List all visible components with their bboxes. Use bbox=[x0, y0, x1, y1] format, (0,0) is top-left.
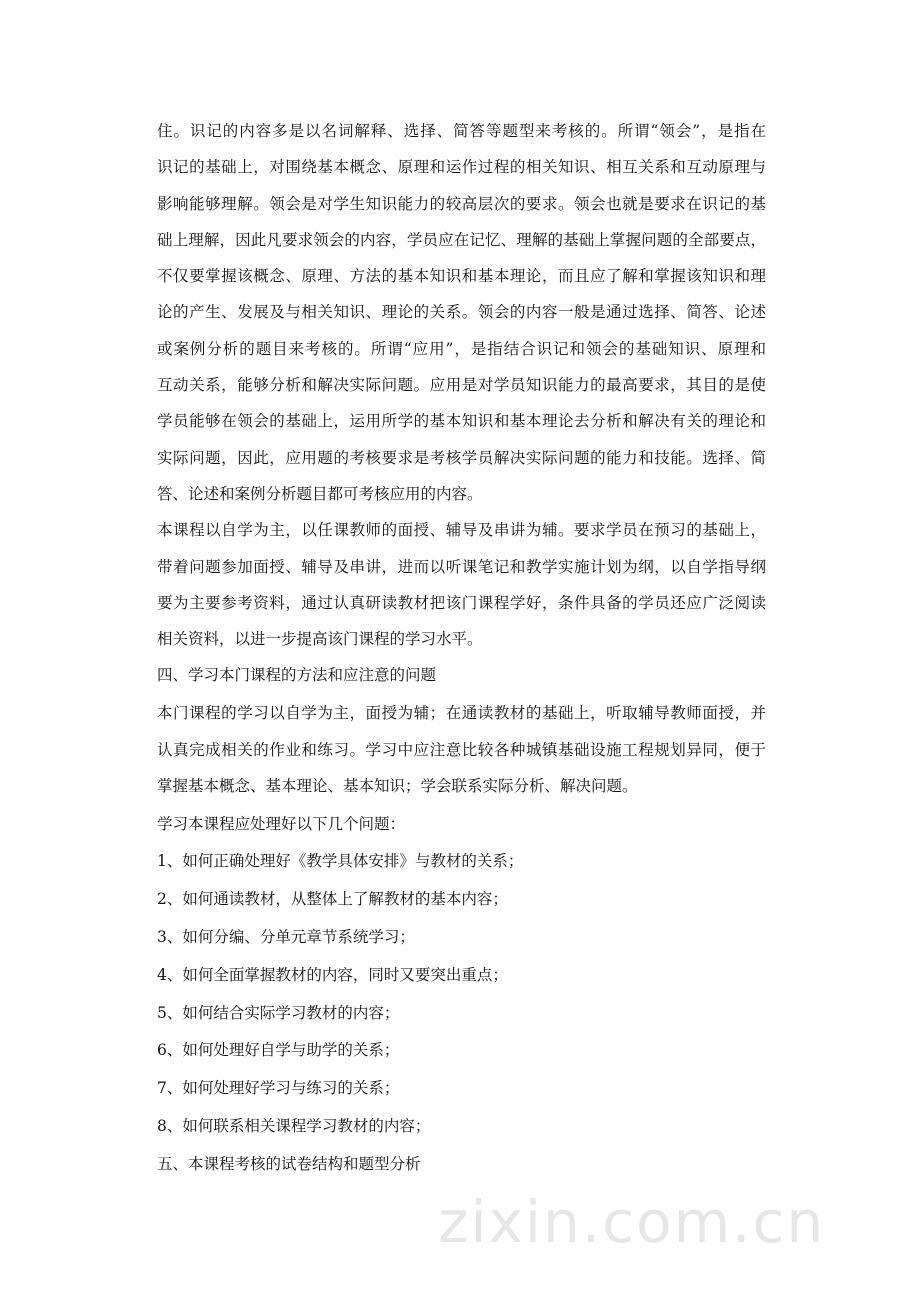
text-line: 住。识记的内容多是以名词解释、选择、简答等题型来考核的。所谓“领会”，是指在 bbox=[157, 122, 766, 140]
paragraph bbox=[157, 701, 766, 810]
text-line: 四、学习本门课程的方法和应注意的问题 bbox=[157, 666, 437, 685]
paragraph bbox=[157, 963, 766, 999]
paragraph bbox=[157, 925, 766, 961]
text-line: 五、本课程考核的试卷结构和题型分析 bbox=[157, 1154, 421, 1173]
text-line: 相关资料，以进一步提高该门课程的学习水平。 bbox=[157, 630, 483, 649]
paragraph bbox=[157, 812, 766, 848]
document-body bbox=[157, 119, 766, 1190]
paragraph bbox=[157, 663, 766, 699]
paragraph bbox=[157, 887, 766, 923]
text-line: 不仅要掌握该概念、原理、方法的基本知识和基本理论，而且应了解和掌握该知识和理 bbox=[157, 267, 766, 286]
text-line: 学习本课程应处理好以下几个问题： bbox=[157, 814, 406, 833]
paragraph bbox=[157, 518, 766, 663]
paragraph bbox=[157, 849, 766, 885]
text-line: 要为主要参考资料，通过认真研读教材把该门课程学好，条件具备的学员还应广泛阅读 bbox=[157, 593, 766, 612]
text-line: 8、如何联系相关课程学习教材的内容； bbox=[157, 1117, 431, 1136]
text-line: 识记的基础上，对围绕基本概念、原理和运作过程的相关知识、相互关系和互动原理与 bbox=[157, 158, 766, 177]
text-line: 互动关系，能够分析和解决实际问题。应用是对学员知识能力的最高要求，其目的是使 bbox=[157, 376, 766, 395]
text-line: 影响能够理解。领会是对学生知识能力的较高层次的要求。领会也就是要求在识记的基 bbox=[157, 194, 766, 213]
text-line: 4、如何全面掌握教材的内容，同时又要突出重点； bbox=[157, 965, 508, 984]
paragraph bbox=[157, 1001, 766, 1037]
text-line: 论的产生、发展及与相关知识、理论的关系。领会的内容一般是通过选择、简答、论述 bbox=[157, 303, 766, 322]
text-line: 答、论述和案例分析题目都可考核应用的内容。 bbox=[157, 484, 483, 503]
text-line: 掌握基本概念、基本理论、基本知识；学会联系实际分析、解决问题。 bbox=[157, 776, 638, 795]
watermark: zixin.com.cn bbox=[438, 1188, 826, 1256]
text-line: 2、如何通读教材，从整体上了解教材的基本内容； bbox=[157, 890, 508, 909]
text-line: 6、如何处理好自学与助学的关系； bbox=[157, 1041, 400, 1060]
paragraph bbox=[157, 1038, 766, 1074]
text-line: 实际问题，因此，应用题的考核要求是考核学员解决实际问题的能力和技能。选择、简 bbox=[157, 448, 766, 467]
text-line: 础上理解，因此凡要求领会的内容，学员应在记忆、理解的基础上掌握问题的全部要点， bbox=[157, 230, 766, 249]
text-line: 带着问题参加面授、辅导及串讲，进而以听课笔记和教学实施计划为纲，以自学指导纲 bbox=[157, 557, 766, 576]
paragraph bbox=[157, 1152, 766, 1188]
paragraph bbox=[157, 119, 766, 518]
text-line: 本门课程的学习以自学为主，面授为辅；在通读教材的基础上，听取辅导教师面授，并 bbox=[157, 704, 766, 723]
text-line: 1、如何正确处理好《教学具体安排》与教材的关系； bbox=[157, 852, 524, 871]
paragraph bbox=[157, 1114, 766, 1150]
text-line: 认真完成相关的作业和练习。学习中应注意比较各种城镇基础设施工程规划异同，便于 bbox=[157, 740, 766, 759]
paragraph bbox=[157, 1076, 766, 1112]
text-line: 学员能够在领会的基础上，运用所学的基本知识和基本理论去分析和解决有关的理论和 bbox=[157, 412, 766, 431]
text-line: 3、如何分编、分单元章节系统学习； bbox=[157, 928, 415, 947]
text-line: 本课程以自学为主，以任课教师的面授、辅导及串讲为辅。要求学员在预习的基础上， bbox=[157, 521, 766, 540]
text-line: 或案例分析的题目来考核的。所谓“应用”，是指结合识记和领会的基础知识、原理和 bbox=[157, 339, 766, 358]
text-line: 5、如何结合实际学习教材的内容； bbox=[157, 1003, 400, 1022]
text-line: 7、如何处理好学习与练习的关系； bbox=[157, 1079, 400, 1098]
